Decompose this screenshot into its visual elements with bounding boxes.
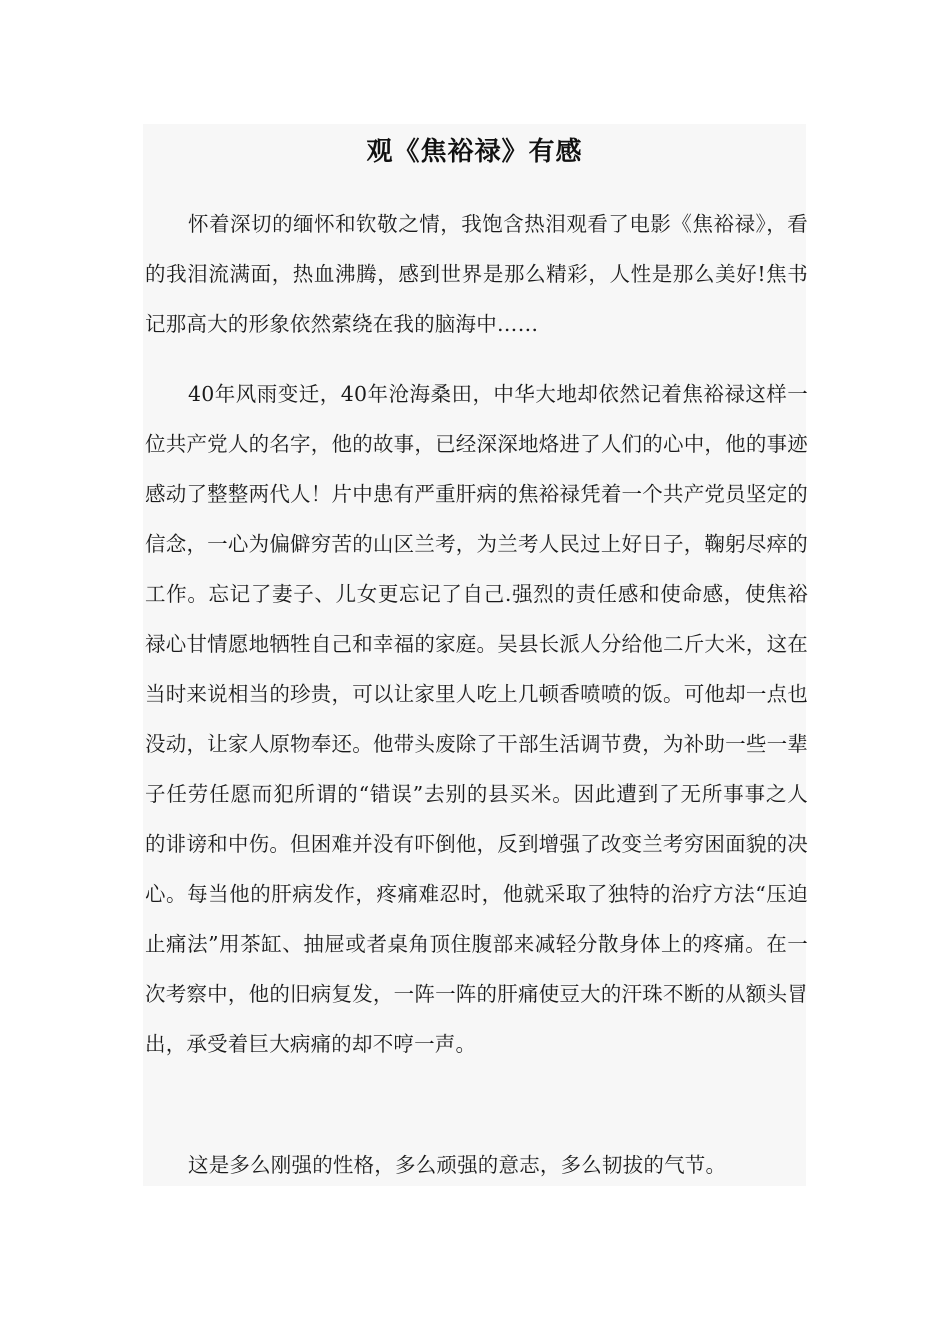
paragraph-intro: 怀着深切的缅怀和钦敬之情，我饱含热泪观看了电影《焦裕禄》，看的我泪流满面，热血沸腾，感到世界是那么精彩，人性是那么美好!焦书记那高大的形象依然萦绕在我的脑海中…… <box>145 212 808 336</box>
document-page <box>143 124 806 1186</box>
document-title: 观《焦裕禄》有感 <box>366 137 583 167</box>
paragraph-conclusion: 这是多么刚强的性格，多么顽强的意志，多么韧拔的气节。 <box>188 1153 727 1177</box>
paragraph-story: 40年风雨变迁，40年沧海桑田，中华大地却依然记着焦裕禄这样一位共产党人的名字，他的故事，已经深深地烙进了人们的心中，他的事迹感动了整整两代人！片中患有严重肝病的焦裕禄凭着一个共产党员坚定的信念，一心为偏僻穷苦的山区兰考，为兰考人民过上好日子，鞠躬尽瘁的工作。忘记了妻子、儿女更忘记了自己.强烈的责任感和使命感，使焦裕禄心甘情愿地牺牲自己和幸福的家庭。吴县长派人分给他二斤大米，这在当时来说相当的珍贵，可以让家里人吃上几顿香喷喷的饭。可他却一点也没动，让家人原物奉还。他带头废除了干部生活调节费，为补助一些一辈子任劳任愿而犯所谓的“错误”去别的县买米。因此遭到了无所事事之人的诽谤和中伤。但困难并没有吓倒他，反到增强了改变兰考穷困面貌的决心。每当他的肝病发作，疼痛难忍时，他就采取了独特的治疗方法“压迫止痛法”用茶缸、抽屉或者桌角顶住腹部来减轻分散身体上的疼痛。在一次考察中，他的旧病复发，一阵一阵的肝痛使豆大的汗珠不断的从额头冒出，承受着巨大病痛的却不哼一声。 <box>145 382 808 1056</box>
